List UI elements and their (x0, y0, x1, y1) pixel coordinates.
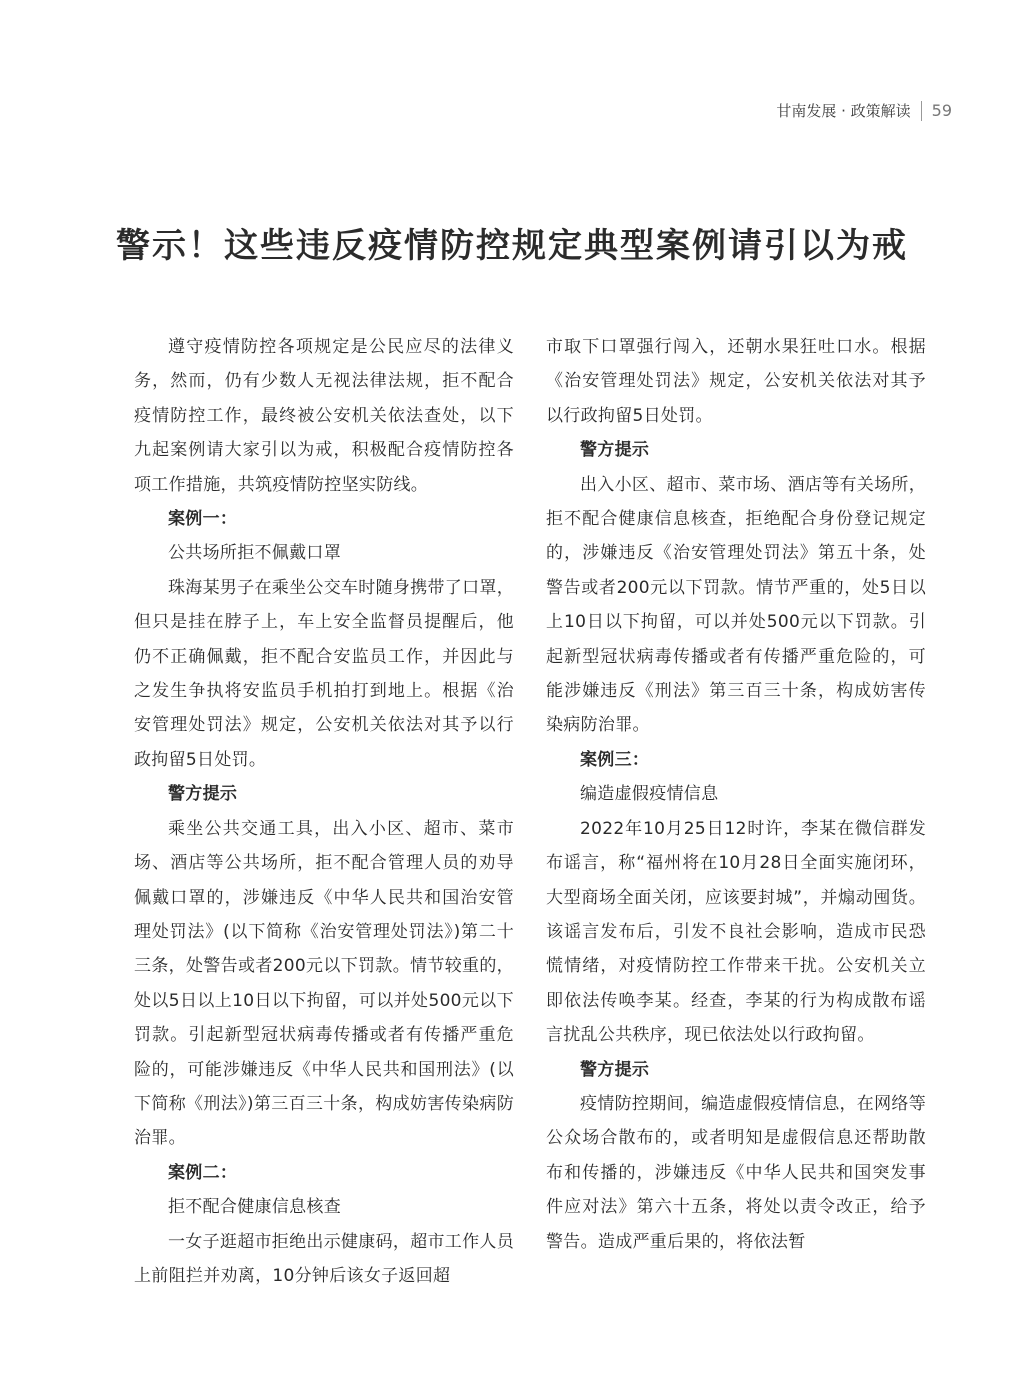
case2-title: 拒不配合健康信息核查 (168, 1197, 341, 1218)
case2-body-end: 市取下口罩强行闯入，还朝水果狂吐口水。根据《治安管理处罚法》规定，公安机关依法对其予以行政拘留5日处罚。 (546, 337, 926, 426)
case3-title: 编造虚假疫情信息 (580, 784, 719, 805)
case3-label: 案例三： (580, 749, 650, 770)
article-title: 警示！这些违反疫情防控规定典型案例请引以为戒 (116, 226, 908, 266)
case1-label: 案例一： (168, 509, 238, 530)
intro-paragraph: 遵守疫情防控各项规定是公民应尽的法律义务，然而，仍有少数人无视法律法规，拒不配合疫情防控工作，最终被公安机关依法查处，以下九起案例请大家引以为戒，积极配合疫情防控各项工作措施，共筑疫情防控坚实防线。 (134, 337, 514, 495)
case1-body: 珠海某男子在乘坐公交车时随身携带了口罩，但只是挂在脖子上，车上安全监督员提醒后，他仍不正确佩戴，拒不配合安监员工作，并因此与之发生争执将安监员手机拍打到地上。根据《治安管理处罚法》规定，公安机关依法对其予以行政拘留5日处罚。 (134, 577, 514, 770)
left-column (134, 330, 514, 1293)
header-divider (921, 101, 922, 121)
case2-body-start: 一女子逛超市拒绝出示健康码，超市工作人员上前阻拦并劝离，10分钟后该女子返回超 (134, 1231, 514, 1286)
right-column (546, 330, 926, 1259)
case1-title: 公共场所拒不佩戴口罩 (168, 543, 341, 564)
police-tip1-body: 乘坐公共交通工具，出入小区、超市、菜市场、酒店等公共场所，拒不配合管理人员的劝导佩戴口罩的，涉嫌违反《中华人民共和国治安管理处罚法》(以下简称《治安管理处罚法》)第二十三条，处警告或者200元以下罚款。情节较重的，处以5日以上10日以下拘留，可以并处500元以下罚款。引起新型冠状病毒传播或者有传播严重危险的，可能涉嫌违反《中华人民共和国刑法》(以下简称《刑法》)第三百三十条，构成妨害传染病防治罪。 (134, 818, 514, 1149)
running-header (776, 100, 952, 121)
police-tip2-label: 警方提示 (580, 440, 650, 461)
page-number: 59 (931, 101, 952, 120)
case3-body: 2022年10月25日12时许，李某在微信群发布谣言，称“福州将在10月28日全面实施闭环，大型商场全面关闭，应该要封城”，并煽动囤货。该谣言发布后，引发不良社会影响，造成市民恐慌情绪，对疫情防控工作带来干扰。公安机关立即依法传唤李某。经查，李某的行为构成散布谣言扰乱公共秩序，现已依法处以行政拘留。 (546, 818, 926, 1046)
police-tip3-label: 警方提示 (580, 1059, 650, 1080)
police-tip3-body: 疫情防控期间，编造虚假疫情信息，在网络等公众场合散布的，或者明知是虚假信息还帮助散布和传播的，涉嫌违反《中华人民共和国突发事件应对法》第六十五条，将处以责令改正，给予警告。造成严重后果的，将依法暂 (546, 1093, 926, 1252)
section-name: 甘南发展 · 政策解读 (776, 102, 911, 120)
case2-label: 案例二： (168, 1162, 238, 1183)
police-tip2-body: 出入小区、超市、菜市场、酒店等有关场所，拒不配合健康信息核查，拒绝配合身份登记规定的，涉嫌违反《治安管理处罚法》第五十条，处警告或者200元以下罚款。情节严重的，处5日以上10日以下拘留，可以并处500元以下罚款。引起新型冠状病毒传播或者有传播严重危险的，可能涉嫌违反《刑法》第三百三十条，构成妨害传染病防治罪。 (546, 474, 926, 736)
police-tip1-label: 警方提示 (168, 784, 238, 805)
